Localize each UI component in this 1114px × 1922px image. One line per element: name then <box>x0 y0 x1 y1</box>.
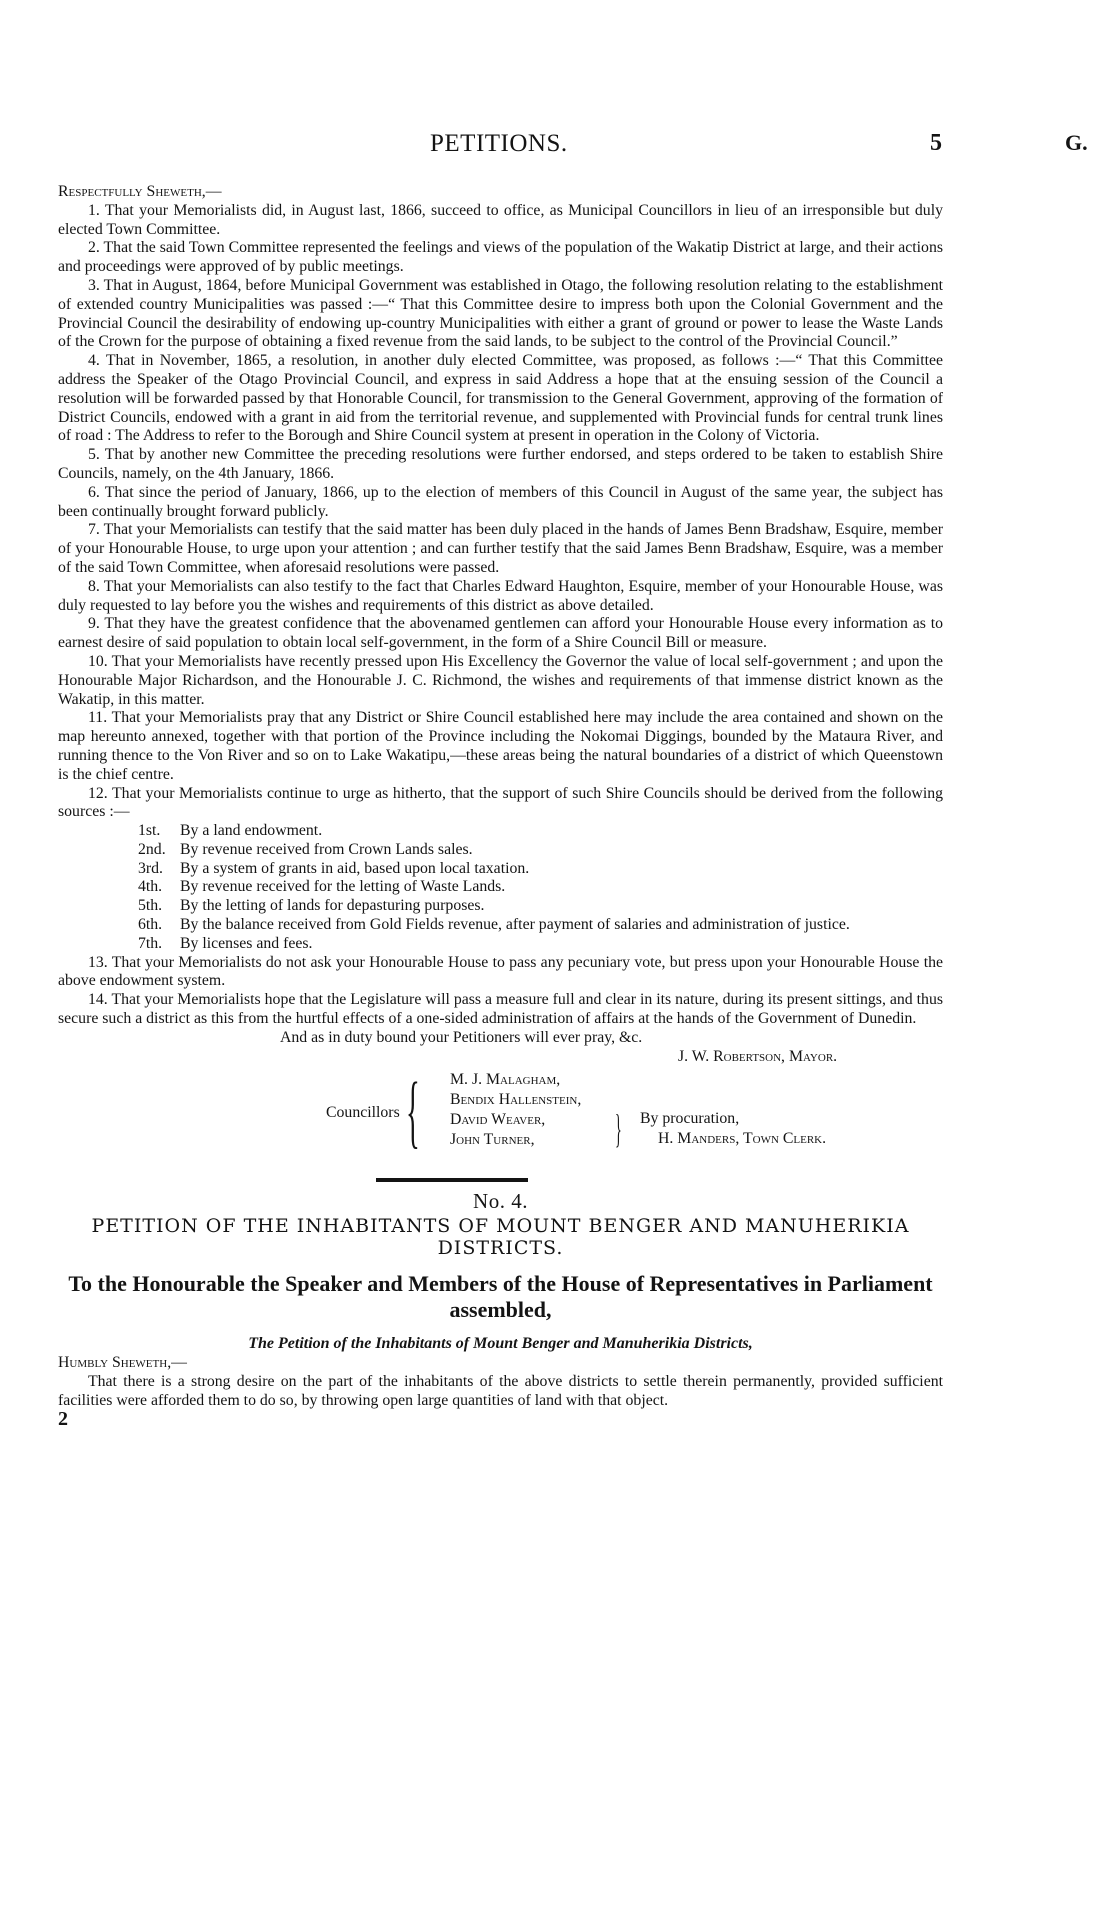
list-item <box>138 822 943 841</box>
paragraph: 10. That your Memorialists have recently pressed upon His Excellency the Governor the value of local self-government ; and upon the Honourable Major Richardson, and the Honourable J. C. Richmond, the wishes and requirements of that immense district known as the Wakatip, in this matter. <box>58 652 943 708</box>
town-clerk-signature: H. Manders, Town Clerk. <box>658 1130 827 1148</box>
series-letter: G. <box>1065 130 1088 155</box>
paragraph: 3. That in August, 1864, before Municipal Government was established in Otago, the following resolution relating to the establishment of extended country Municipalities was passed :—“ That this Committee desire to impress both upon the Colonial Government and the Provincial Council the desirability of endowing up-country Municipalities with either a grant of ground or power to lease the Waste Lands of the Crown for the purpose of obtaining a fixed revenue from the said lands, to be subject to the control of the Provincial Council.” <box>58 276 943 351</box>
paragraph: 7. That your Memorialists can testify that the said matter has been duly placed in the hands of James Benn Bradshaw, Esquire, member of your Honourable House, to urge upon your attention ; and can further testify that the said James Benn Bradshaw, Esquire, was a member of the said Town Committee, when aforesaid resolutions were passed. <box>58 521 943 576</box>
paragraph: 6. That since the period of January, 1866, up to the election of members of this Council in August of the same year, the subject has been continually brought forward publicly. <box>58 483 943 520</box>
paragraph: That there is a strong desire on the part of the inhabitants of the above districts to settle therein permanently, provided sufficient facilities were afforded them to do so, by throwing open large quantities of land with that object. <box>58 1372 943 1409</box>
paragraph: 11. That your Memorialists pray that any District or Shire Council established here may include the area contained and shown on the map hereunto annexed, together with that portion of the Province including the Nokomai Diggings, bounded by the Mataura River, and running thence to the Von River and so on to Lake Wakatipu,—these areas being the natural boundaries of a district of which Queenstown is the chief centre. <box>58 709 943 783</box>
list-item-number: 7th. <box>138 934 163 952</box>
councillor-name: Bendix Hallenstein, <box>450 1091 582 1109</box>
paragraph: 14. That your Memorialists hope that the Legislature will pass a measure full and clear in its nature, during its present sittings, and thus secure such a district as this from the hurtful effects of a one-sided administration of affairs at the hands of the Government of Dunedin. <box>58 991 943 1028</box>
list-item-text: By the letting of lands for depasturing purposes. <box>180 897 485 915</box>
councillor-name: David Weaver, <box>450 1111 546 1129</box>
list-item-text: By a system of grants in aid, based upon local taxation. <box>180 859 530 877</box>
list-item-text: By revenue received from Crown Lands sales. <box>180 840 473 858</box>
paragraph: 2. That the said Town Committee represented the feelings and views of the population of the Wakatip District at large, and their actions and proceedings were approved of by public meetings. <box>58 239 943 276</box>
list-item-number: 5th. <box>138 897 163 915</box>
list-item <box>138 916 943 935</box>
list-item-text: By the balance received from Gold Fields revenue, after payment of salaries and administration of justice. <box>180 916 850 934</box>
paragraph: 13. That your Memorialists do not ask your Honourable House to pass any pecuniary vote, but press upon your Honourable House the above endowment system. <box>58 953 943 990</box>
list-item <box>138 935 943 954</box>
paragraph: 1. That your Memorialists did, in August last, 1866, succeed to office, as Municipal Councillors in lieu of an irresponsible but duly elected Town Committee. <box>58 201 943 238</box>
running-title: PETITIONS. <box>430 130 568 157</box>
left-brace: { <box>406 1065 420 1157</box>
list-item-number: 4th. <box>138 878 163 896</box>
page-number: 5 <box>930 130 942 156</box>
paragraph: 12. That your Memorialists continue to urge as hitherto, that the support of such Shire Councils should be derived from the following sources :— <box>58 784 943 821</box>
list-item-number: 1st. <box>138 822 161 840</box>
petition-of-line: The Petition of the Inhabitants of Mount Benger and Manuherikia Districts, <box>248 1335 753 1353</box>
signatories-block <box>58 1065 943 1166</box>
petition-number: No. 4. <box>473 1189 528 1214</box>
list-item <box>138 897 943 916</box>
councillor-names <box>450 1070 581 1150</box>
list-item-number: 3rd. <box>138 859 164 877</box>
paragraph: 5. That by another new Committee the preceding resolutions were further endorsed, and steps ordered to be taken to establish Shire Councils, namely, on the 4th January, 1866. <box>58 446 943 482</box>
list-item-number: 6th. <box>138 916 163 934</box>
paragraph: 8. That your Memorialists can also testify to the fact that Charles Edward Haughton, Esquire, member of your Honourable House, was duly requested to lay before you the wishes and requirements of this district as above detailed. <box>58 577 943 614</box>
paragraph: 4. That in November, 1865, a resolution, in another duly elected Committee, was proposed, as follows :—“ That this Committee address the Speaker of the Otago Provincial Council, and express in said Address a hope that at the ensuing session of the Council a resolution will be forwarded passed by that Honorable Council, for transmission to the General Government, approving of the formation of District Councils, endowed with a grant in aid from the territorial revenue, and supplemented with Provincial funds for central trunk lines of road : The Address to refer to the Borough and Shire Council system at present in operation in the Colony of Victoria. <box>58 352 943 445</box>
page-header <box>60 130 1088 170</box>
document-body <box>58 183 943 1429</box>
paragraph: 9. That they have the greatest confidence that the abovenamed gentlemen can afford your Honourable House every information as to earnest desire of said population to obtain local self-government, in the form of a Shire Council Bill or measure. <box>58 615 943 652</box>
list-item-text: By revenue received for the letting of Waste Lands. <box>180 878 506 896</box>
sources-list <box>138 822 943 954</box>
list-item <box>138 860 943 879</box>
section-divider <box>376 1178 528 1182</box>
list-item <box>138 841 943 860</box>
petition-address: To the Honourable the Speaker and Members of the House of Representatives in Parliament assembled, <box>68 1271 933 1323</box>
page-signature: 2 <box>58 1408 68 1431</box>
salutation: Humbly Sheweth,— <box>58 1354 187 1372</box>
list-item-text: By licenses and fees. <box>180 934 313 952</box>
procuration-note: By procuration, <box>640 1110 740 1128</box>
mayor-signature: J. W. Robertson, Mayor. <box>678 1047 838 1065</box>
councillor-name: M. J. Malagham, <box>450 1071 561 1089</box>
councillors-label: Councillors <box>326 1104 400 1122</box>
councillor-name: John Turner, <box>450 1131 535 1149</box>
salutation: Respectfully Sheweth,— <box>58 183 222 200</box>
petition-title: PETITION OF THE INHABITANTS OF MOUNT BENGER AND MANUHERIKIA DISTRICTS. <box>91 1215 910 1260</box>
list-item-number: 2nd. <box>138 840 166 858</box>
list-item <box>138 878 943 897</box>
list-item-text: By a land endowment. <box>180 822 323 840</box>
right-brace: } <box>615 1106 622 1152</box>
closing-line: And as in duty bound your Petitioners will ever pray, &c. <box>280 1028 643 1046</box>
